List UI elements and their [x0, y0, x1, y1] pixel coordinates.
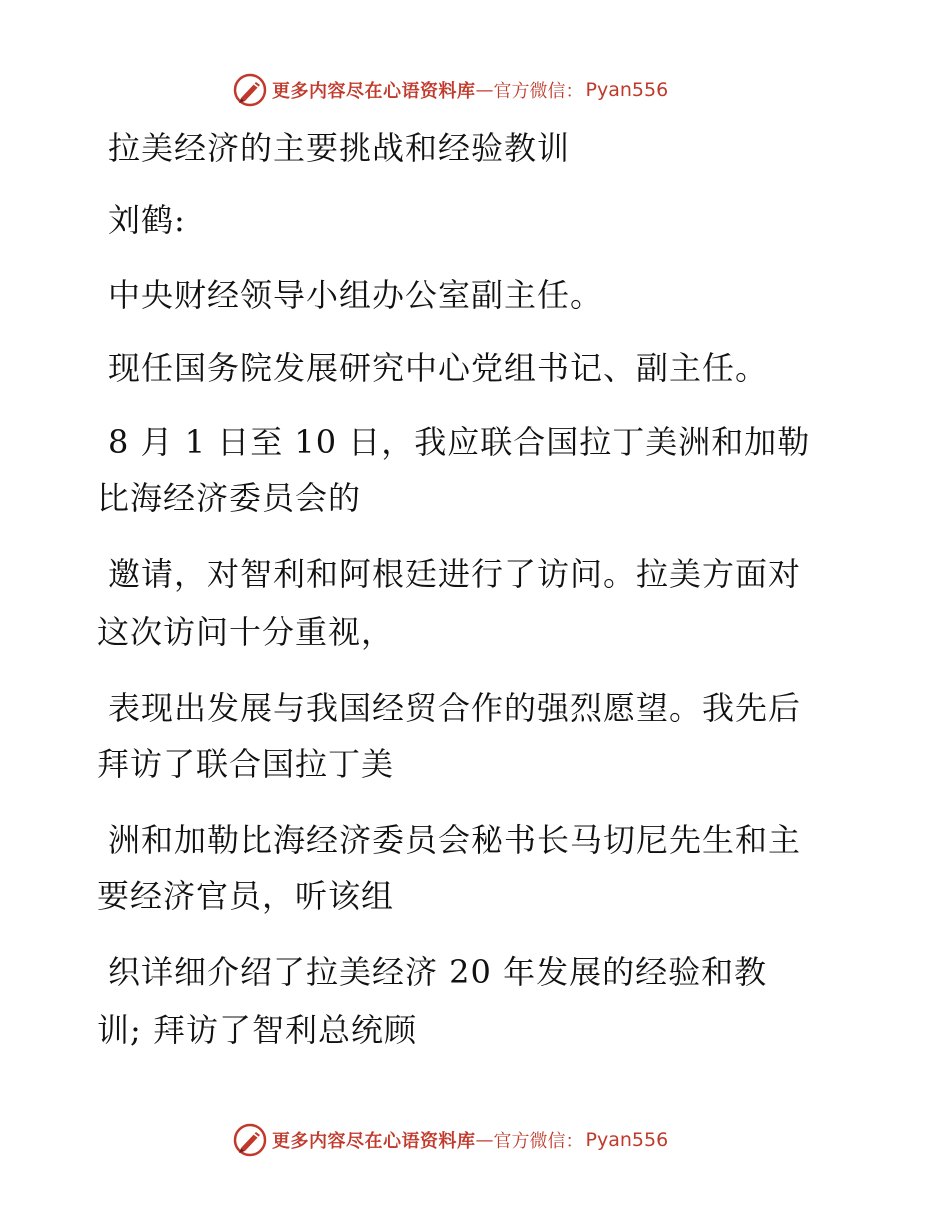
text-line: 表现出发展与我国经贸合作的强烈愿望。我先后 — [108, 689, 802, 727]
document-author: 刘鹤: — [108, 201, 186, 239]
text-line: 洲和加勒比海经济委员会秘书长马切尼先生和主 — [108, 821, 802, 859]
text-line: 中央财经领导小组办公室副主任。 — [108, 276, 604, 314]
text-line: 要经济官员，听该组 — [97, 877, 395, 915]
watermark-site-name: 更多内容尽在心语资料库 — [272, 81, 476, 102]
text-line: 拜访了联合国拉丁美 — [97, 745, 395, 783]
watermark-wechat-id: Pyan556 — [585, 1129, 669, 1151]
watermark-label: 官方微信： — [493, 1131, 584, 1152]
text-line: 邀请，对智利和阿根廷进行了访问。拉美方面对 — [108, 555, 802, 593]
text-line: 这次访问十分重视， — [97, 613, 395, 651]
text-line: 训; 拜访了智利总统顾 — [97, 1011, 417, 1049]
text-line: 织详细介绍了拉美经济 20 年发展的经验和教 — [108, 953, 768, 991]
watermark-separator: — — [475, 1129, 494, 1151]
text-line: 现任国务院发展研究中心党组书记、副主任。 — [108, 349, 769, 387]
watermark-site-name: 更多内容尽在心语资料库 — [272, 1131, 476, 1152]
watermark-wechat-id: Pyan556 — [585, 79, 669, 101]
text-line: 8 月 1 日至 10 日，我应联合国拉丁美洲和加勒 — [108, 423, 811, 461]
text-line: 比海经济委员会的 — [97, 479, 362, 517]
footer-watermark — [232, 1120, 668, 1160]
watermark-label: 官方微信： — [493, 81, 584, 102]
watermark-separator: — — [475, 79, 494, 101]
document-title: 拉美经济的主要挑战和经验教训 — [108, 129, 571, 167]
pen-logo-icon — [232, 1122, 268, 1158]
